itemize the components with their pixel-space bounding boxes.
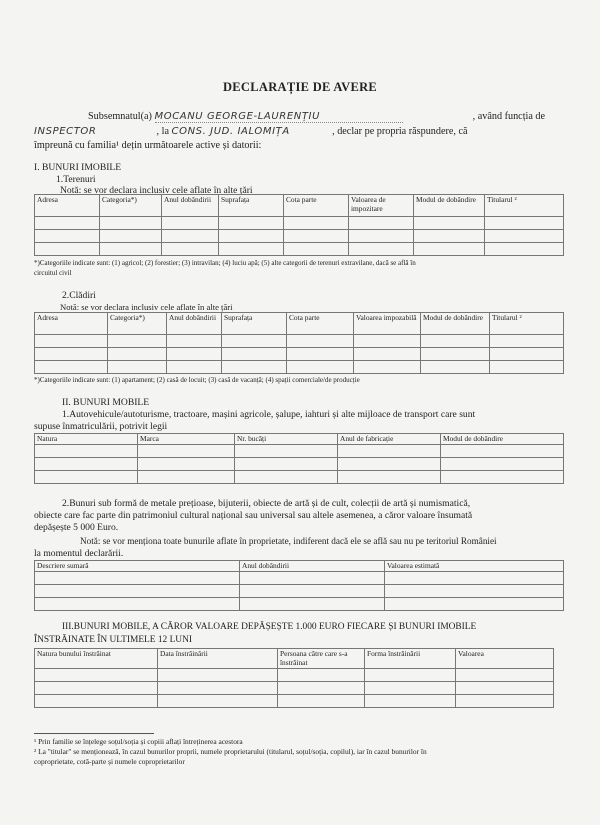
intro-line-1: [88, 111, 545, 123]
col-header: Natura bunului înstrăinat: [35, 649, 158, 669]
section-3-heading-line1: III.BUNURI MOBILE, A CĂROR VALOARE DEPĂȘEȘTE 1.000 EURO FIECARE ȘI BUNURI IMOBILE: [62, 622, 477, 632]
section-2-p2-line3: depășește 5 000 Euro.: [34, 522, 119, 533]
terenuri-categories-footnote-2: circuitul civil: [34, 269, 72, 277]
col-header: Modul de dobândire: [441, 434, 564, 445]
col-header: Valoarea estimată: [385, 561, 564, 572]
col-header: Cota parte: [284, 195, 349, 217]
section-2-note-line1: Notă: se vor menționa toate bunurile aflate în proprietate, indiferent dacă ele se află sau nu pe teritoriul României: [80, 536, 497, 546]
intro-line-3: împreună cu familia¹ dețin următoarele active și datorii:: [34, 140, 262, 151]
table-row: [35, 243, 564, 256]
subsemnatul-label: Subsemnatul(a): [88, 111, 152, 122]
section-2-heading: II. BUNURI MOBILE: [62, 397, 150, 408]
alienated-assets-table: [34, 648, 554, 708]
col-header: Anul dobândirii: [162, 195, 219, 217]
table-row: [35, 445, 564, 458]
col-header: Cota parte: [287, 313, 354, 335]
cladiri-heading: 2.Clădiri: [62, 290, 96, 301]
footnote-2-line2: coproprietate, cotă-parte și numele coproprietarilor: [34, 757, 185, 766]
section-2-note-line2: la momentul declarării.: [34, 548, 124, 559]
section-2-p1-line1: 1.Autovehicule/autoturisme, tractoare, mașini agricole, șalupe, iahturi și alte mijloace de transport care sunt: [62, 409, 476, 420]
col-header: Valoarea de impozitare: [349, 195, 414, 217]
declar-label: , declar pe propria răspundere, că: [332, 126, 468, 137]
intro-line-2: [34, 126, 468, 137]
table-header-row: [35, 649, 554, 669]
declarant-name: MOCANU GEORGE-LAURENȚIU: [155, 111, 403, 123]
terenuri-categories-footnote: *)Categoriile indicate sunt: (1) agricol; (2) forestier; (3) intravilan; (4) luciu apă; (5) alte categorii de terenuri extravilane, dacă se află în: [34, 259, 416, 267]
col-header: Modul de dobândire: [421, 313, 490, 335]
col-header: Adresa: [35, 195, 100, 217]
section-2-p2-line1: 2.Bunuri sub formă de metale prețioase, bijuterii, obiecte de artă și de cult, colecții de artă și numismatică,: [62, 498, 471, 509]
table-row: [35, 585, 564, 598]
col-header: Descriere sumară: [35, 561, 240, 572]
col-header: Data înstrăinării: [158, 649, 278, 669]
la-label: , la: [156, 126, 169, 137]
table-row: [35, 572, 564, 585]
col-header: Persoana către care s-a înstrăinat: [278, 649, 365, 669]
valuables-table: [34, 560, 564, 611]
cladiri-categories-footnote: *)Categoriile indicate sunt: (1) apartament; (2) casă de locuit; (3) casă de vacanță; (4) spații comerciale/de producție: [34, 376, 360, 384]
table-row: [35, 361, 564, 374]
col-header: Adresa: [35, 313, 108, 335]
section-2-p1-line2: supuse înmatriculării, potrivit legii: [34, 421, 168, 432]
table-row: [35, 682, 554, 695]
terenuri-table: [34, 194, 564, 256]
col-header: Anul dobândirii: [167, 313, 222, 335]
table-header-row: [35, 561, 564, 572]
table-header-row: [35, 195, 564, 217]
footnote-1: ¹ Prin familie se înțelege soțul/soția și copiii aflați întreținerea acestora: [34, 737, 243, 746]
table-row: [35, 217, 564, 230]
table-header-row: [35, 434, 564, 445]
col-header: Valoarea impozabilă: [354, 313, 421, 335]
declarant-institution: CONS. JUD. IALOMIȚA: [171, 126, 290, 137]
col-header: Valoarea: [456, 649, 554, 669]
col-header: Natura: [35, 434, 138, 445]
col-header: Forma înstrăinării: [365, 649, 456, 669]
table-row: [35, 695, 554, 708]
col-header: Suprafața: [219, 195, 284, 217]
table-row: [35, 335, 564, 348]
col-header: Anul de fabricație: [338, 434, 441, 445]
terenuri-note: Notă: se vor declara inclusiv cele aflate în alte țări: [60, 185, 253, 196]
col-header: Categoria*): [108, 313, 167, 335]
col-header: Anul dobândirii: [240, 561, 385, 572]
col-header: Categoria*): [100, 195, 162, 217]
col-header: Suprafața: [222, 313, 287, 335]
table-row: [35, 230, 564, 243]
avand-functia-label: , având funcția de: [472, 111, 546, 122]
table-row: [35, 458, 564, 471]
section-3-heading-line2: ÎNSTRĂINATE ÎN ULTIMELE 12 LUNI: [34, 635, 192, 645]
vehicles-table: [34, 433, 564, 484]
cladiri-note: Notă: se vor declara inclusiv cele aflate în alte țări: [60, 302, 233, 312]
table-row: [35, 598, 564, 611]
table-row: [35, 348, 564, 361]
page-title: DECLARAȚIE DE AVERE: [222, 80, 378, 94]
table-row: [35, 669, 554, 682]
section-1-heading: I. BUNURI IMOBILE: [34, 162, 122, 173]
col-header: Titularul ²: [485, 195, 564, 217]
footnote-2-line1: ² La "titular" se menționează, în cazul bunurilor proprii, numele proprietarului (titularul, soțul/soția, copilul), iar în cazul bunurilor în: [34, 747, 427, 756]
declarant-function: INSPECTOR: [34, 126, 97, 137]
section-2-p2-line2: obiecte care fac parte din patrimoniul cultural național sau universal sau altele asemenea, a căror valoare însumată: [34, 510, 473, 521]
col-header: Marca: [138, 434, 235, 445]
terenuri-heading: 1.Terenuri: [56, 174, 96, 185]
cladiri-table: [34, 312, 564, 374]
footnote-separator: [34, 733, 154, 734]
table-row: [35, 471, 564, 484]
col-header: Modul de dobândire: [414, 195, 485, 217]
col-header: Nr. bucăți: [235, 434, 338, 445]
table-header-row: [35, 313, 564, 335]
col-header: Titularul ²: [490, 313, 564, 335]
